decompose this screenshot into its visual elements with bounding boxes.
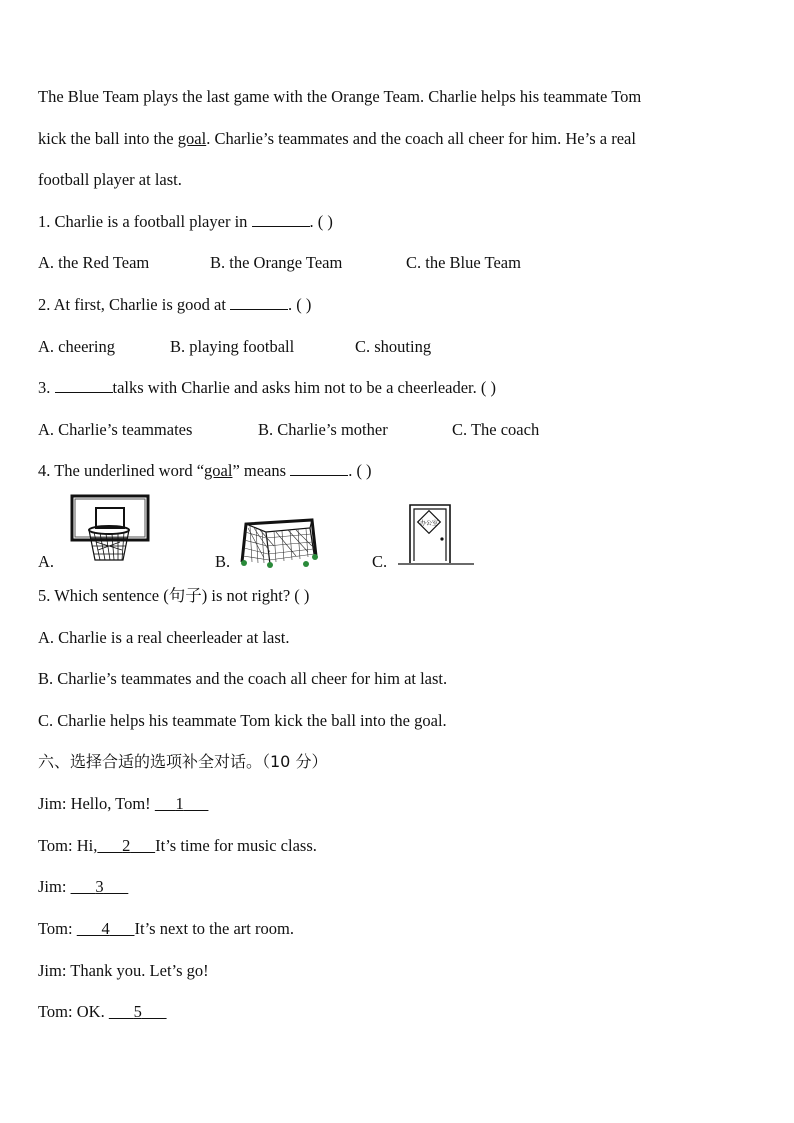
q4-option-b[interactable]: B. xyxy=(215,552,231,571)
underlined-word-goal: goal xyxy=(204,461,233,480)
question-1 xyxy=(38,212,333,232)
answer-blank[interactable] xyxy=(252,212,310,227)
question-stem: ) is not right? ( ) xyxy=(201,586,310,605)
dialogue-text: OK. xyxy=(76,1002,105,1021)
dialogue-text: Hi, xyxy=(76,836,98,855)
question-stem: 2. At first, Charlie is good at xyxy=(38,295,226,314)
speaker: Jim: xyxy=(38,877,67,896)
question-stem: 1. Charlie is a football player in xyxy=(38,212,248,231)
answer-blank[interactable] xyxy=(230,295,288,310)
q2-option-b[interactable]: B. playing football xyxy=(170,337,295,356)
dialogue-blank-2[interactable]: 2 xyxy=(122,836,131,855)
section-6-heading: 六、选择合适的选项补全对话。（10 分） xyxy=(38,752,328,771)
q4-option-a[interactable]: A. xyxy=(38,552,55,571)
basketball-hoop-icon[interactable] xyxy=(70,494,152,570)
question-stem: talks with Charlie and asks him not to be a cheerleader. ( ) xyxy=(112,378,497,397)
q3-option-a[interactable]: A. Charlie’s teammates xyxy=(38,420,193,439)
q3-option-c[interactable]: C. The coach xyxy=(452,420,540,439)
passage-text: . Charlie’s teammates and the coach all cheer for him. He’s a real xyxy=(206,129,636,148)
dialogue-text: Hello, Tom! xyxy=(70,794,151,813)
answer-blank[interactable] xyxy=(55,378,113,393)
question-number: 3. xyxy=(38,378,51,397)
speaker: Tom: xyxy=(38,919,73,938)
question-4 xyxy=(38,461,372,481)
speaker: Tom: xyxy=(38,836,73,855)
q5-option-c[interactable]: C. Charlie helps his teammate Tom kick the ball into the goal. xyxy=(38,711,447,730)
door-icon[interactable] xyxy=(398,503,476,569)
dialogue-text: Thank you. Let’s go! xyxy=(70,961,209,980)
q4-option-c[interactable]: C. xyxy=(372,552,388,571)
q1-option-b[interactable]: B. the Orange Team xyxy=(210,253,343,272)
dialogue-blank-1[interactable]: 1 xyxy=(175,794,184,813)
q2-option-a[interactable]: A. cheering xyxy=(38,337,115,356)
door-sign: 办公室 xyxy=(419,520,439,527)
q2-option-c[interactable]: C. shouting xyxy=(355,337,432,356)
dialogue-blank-3[interactable]: 3 xyxy=(95,877,104,896)
question-stem: 5. Which sentence ( xyxy=(38,586,169,605)
dialogue-line-4 xyxy=(38,919,294,939)
dialogue-line-5 xyxy=(38,961,209,981)
q5-option-b[interactable]: B. Charlie’s teammates and the coach all cheer for him at last. xyxy=(38,669,448,688)
passage-line-2 xyxy=(38,129,636,149)
dialogue-line-6 xyxy=(38,1002,167,1022)
speaker: Tom: xyxy=(38,1002,73,1021)
chinese-gloss: 句子 xyxy=(168,586,202,605)
dialogue-blank-4[interactable]: 4 xyxy=(101,919,110,938)
dialogue-line-1 xyxy=(38,794,208,814)
question-stem: ” means xyxy=(232,461,287,480)
q5-option-a[interactable]: A. Charlie is a real cheerleader at last. xyxy=(38,628,290,647)
answer-blank[interactable] xyxy=(290,461,348,476)
q3-option-b[interactable]: B. Charlie’s mother xyxy=(258,420,388,439)
question-2 xyxy=(38,295,311,315)
passage-text: kick the ball into the xyxy=(38,129,178,148)
passage-line-1: The Blue Team plays the last game with the Orange Team. Charlie helps his teammate Tom xyxy=(38,87,642,106)
answer-bracket: . ( ) xyxy=(288,295,312,314)
dialogue-text: It’s time for music class. xyxy=(155,836,317,855)
dialogue-blank-5[interactable]: 5 xyxy=(133,1002,142,1021)
answer-bracket: . ( ) xyxy=(348,461,372,480)
question-stem: 4. The underlined word “ xyxy=(38,461,205,480)
q1-option-a[interactable]: A. the Red Team xyxy=(38,253,150,272)
speaker: Jim: xyxy=(38,961,67,980)
dialogue-line-3 xyxy=(38,877,128,897)
question-5 xyxy=(38,586,309,606)
dialogue-line-2 xyxy=(38,836,317,856)
passage-line-3: football player at last. xyxy=(38,170,182,189)
question-3 xyxy=(38,378,496,398)
dialogue-text: It’s next to the art room. xyxy=(134,919,294,938)
underlined-word-goal: goal xyxy=(177,129,207,148)
q1-option-c[interactable]: C. the Blue Team xyxy=(406,253,521,272)
speaker: Jim: xyxy=(38,794,67,813)
football-goal-icon[interactable] xyxy=(236,518,320,568)
answer-bracket: . ( ) xyxy=(309,212,333,231)
